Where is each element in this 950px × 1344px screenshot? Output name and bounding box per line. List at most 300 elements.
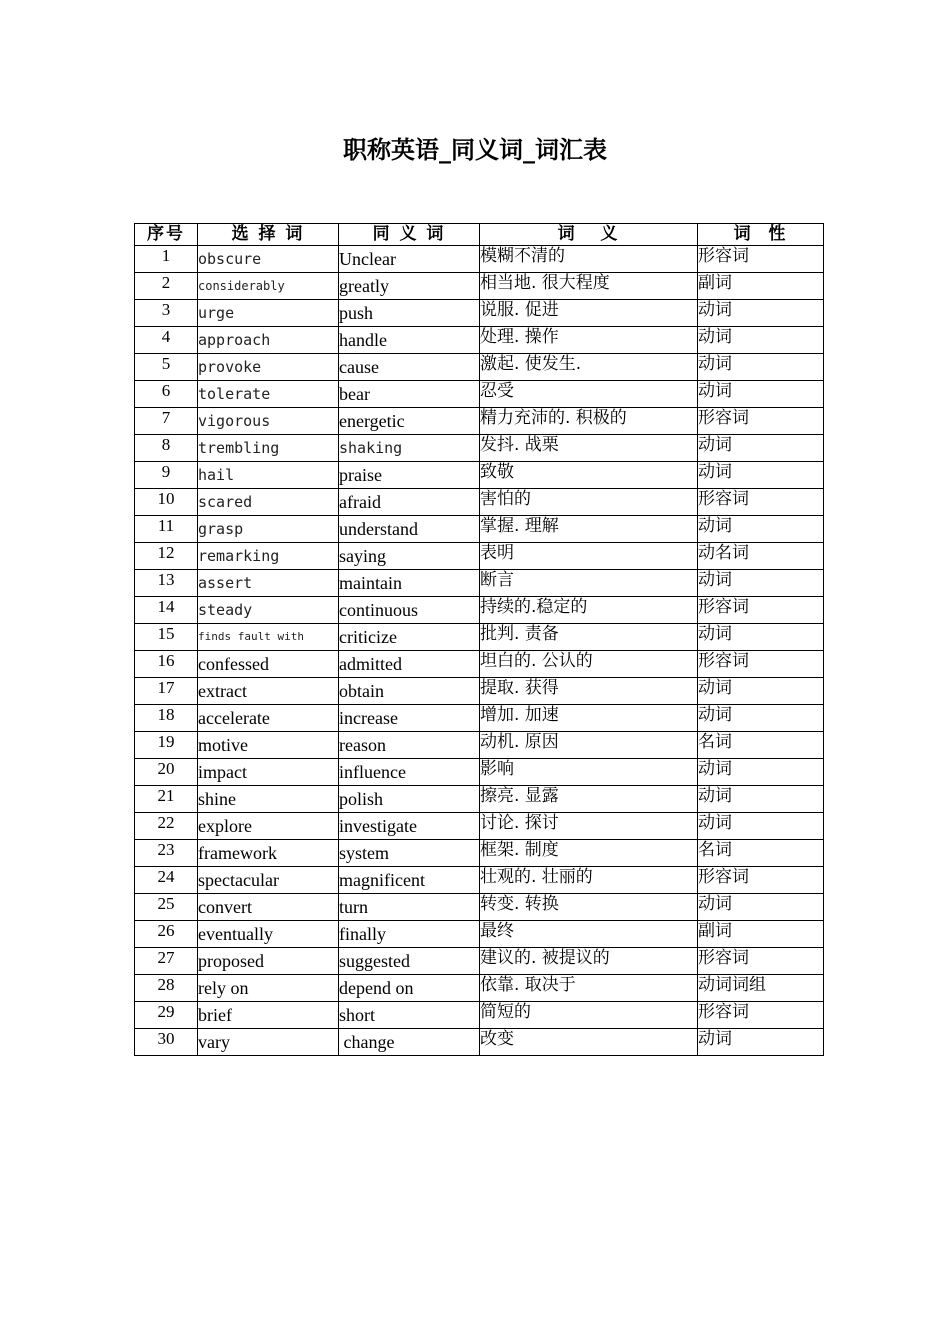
cell-synonym-text: handle [339, 330, 387, 350]
cell-meaning-text: 提取. 获得 [480, 678, 559, 698]
cell-number [135, 597, 198, 624]
cell-synonym [339, 273, 480, 300]
cell-word [198, 246, 339, 273]
cell-word [198, 570, 339, 597]
cell-part-of-speech [698, 813, 824, 840]
cell-meaning-text: 激起. 使发生. [480, 354, 582, 374]
cell-word [198, 732, 339, 759]
table-row [135, 867, 824, 894]
cell-synonym-text: short [339, 1005, 375, 1025]
cell-part-of-speech-text: 动词 [698, 570, 732, 590]
cell-part-of-speech [698, 705, 824, 732]
cell-number [135, 543, 198, 570]
cell-meaning [480, 786, 698, 813]
cell-meaning [480, 462, 698, 489]
table-row [135, 516, 824, 543]
cell-number-text: 30 [157, 1029, 175, 1048]
cell-meaning-text: 动机. 原因 [480, 732, 559, 752]
cell-meaning-text: 掌握. 理解 [480, 516, 559, 536]
cell-word-text: proposed [198, 951, 264, 971]
cell-part-of-speech-text: 动词 [698, 300, 732, 320]
cell-part-of-speech-text: 形容词 [698, 867, 749, 887]
cell-meaning [480, 435, 698, 462]
table-row [135, 327, 824, 354]
table-row [135, 732, 824, 759]
cell-part-of-speech [698, 894, 824, 921]
cell-number-text: 3 [161, 300, 171, 319]
cell-part-of-speech [698, 597, 824, 624]
cell-meaning-text: 擦亮. 显露 [480, 786, 559, 806]
cell-synonym [339, 435, 480, 462]
cell-meaning-text: 忍受 [480, 381, 514, 401]
cell-word [198, 975, 339, 1002]
cell-meaning [480, 759, 698, 786]
cell-word-text: finds fault with [198, 630, 304, 643]
cell-word-text: steady [198, 601, 253, 619]
cell-part-of-speech [698, 489, 824, 516]
cell-word-text: convert [198, 897, 252, 917]
cell-number [135, 786, 198, 813]
cell-word [198, 867, 339, 894]
cell-number [135, 327, 198, 354]
cell-synonym-text: praise [339, 465, 382, 485]
cell-synonym-text: cause [339, 357, 379, 377]
cell-word [198, 300, 339, 327]
cell-synonym [339, 732, 480, 759]
cell-synonym-text: admitted [339, 654, 402, 674]
cell-synonym [339, 894, 480, 921]
cell-number [135, 678, 198, 705]
cell-synonym-text: change [339, 1032, 395, 1052]
cell-number [135, 867, 198, 894]
cell-word [198, 1029, 339, 1056]
cell-synonym [339, 678, 480, 705]
cell-synonym [339, 462, 480, 489]
cell-word [198, 840, 339, 867]
cell-meaning-text: 模糊不清的 [480, 246, 565, 266]
cell-word-text: trembling [198, 439, 280, 457]
cell-synonym [339, 867, 480, 894]
cell-number [135, 408, 198, 435]
cell-synonym-text: influence [339, 762, 406, 782]
table-row [135, 273, 824, 300]
cell-synonym [339, 813, 480, 840]
cell-word [198, 678, 339, 705]
cell-part-of-speech-text: 名词 [698, 732, 732, 752]
cell-part-of-speech-text: 副词 [698, 273, 732, 293]
cell-word-text: vary [198, 1032, 230, 1052]
cell-synonym-text: system [339, 843, 390, 863]
cell-meaning-text: 精力充沛的. 积极的 [480, 408, 627, 428]
cell-meaning-text: 壮观的. 壮丽的 [480, 867, 593, 887]
table-row [135, 381, 824, 408]
cell-meaning [480, 651, 698, 678]
cell-part-of-speech [698, 570, 824, 597]
cell-part-of-speech-text: 形容词 [698, 1002, 749, 1022]
cell-number [135, 1029, 198, 1056]
cell-number-text: 27 [157, 948, 175, 967]
cell-part-of-speech-text: 动词词组 [698, 975, 766, 995]
cell-word [198, 543, 339, 570]
cell-part-of-speech-text: 动词 [698, 678, 732, 698]
cell-meaning [480, 705, 698, 732]
cell-number-text: 29 [157, 1002, 175, 1021]
cell-meaning-text: 建议的. 被提议的 [480, 948, 610, 968]
cell-synonym-text: depend on [339, 978, 414, 998]
cell-word [198, 813, 339, 840]
cell-number [135, 732, 198, 759]
cell-meaning [480, 570, 698, 597]
cell-synonym-text: reason [339, 735, 386, 755]
cell-number [135, 651, 198, 678]
cell-word-text: confessed [198, 654, 269, 674]
cell-synonym [339, 489, 480, 516]
cell-meaning-text: 处理. 操作 [480, 327, 559, 347]
cell-part-of-speech [698, 327, 824, 354]
table-row [135, 543, 824, 570]
cell-number [135, 813, 198, 840]
table-row [135, 894, 824, 921]
cell-synonym-text: continuous [339, 600, 418, 620]
cell-number [135, 1002, 198, 1029]
cell-number-text: 20 [157, 759, 175, 778]
cell-word-text: approach [198, 331, 271, 349]
cell-number-text: 11 [157, 516, 175, 535]
cell-word [198, 354, 339, 381]
cell-synonym-text: energetic [339, 411, 405, 431]
cell-meaning [480, 327, 698, 354]
cell-part-of-speech [698, 840, 824, 867]
cell-part-of-speech-text: 动词 [698, 705, 732, 725]
cell-meaning-text: 致敬 [480, 462, 514, 482]
cell-part-of-speech-text: 动词 [698, 813, 732, 833]
cell-meaning [480, 516, 698, 543]
cell-number [135, 570, 198, 597]
cell-meaning-text: 相当地. 很大程度 [480, 273, 610, 293]
cell-part-of-speech-text: 动词 [698, 327, 732, 347]
cell-meaning-text: 害怕的 [480, 489, 531, 509]
cell-synonym [339, 543, 480, 570]
cell-part-of-speech [698, 1029, 824, 1056]
cell-synonym-text: suggested [339, 951, 410, 971]
cell-meaning [480, 813, 698, 840]
header-part-of-speech: 词 性 [698, 224, 824, 246]
cell-word [198, 759, 339, 786]
header-synonym: 同 义 词 [339, 224, 480, 246]
cell-meaning-text: 影响 [480, 759, 514, 779]
cell-part-of-speech [698, 246, 824, 273]
cell-synonym [339, 246, 480, 273]
table-row [135, 597, 824, 624]
cell-word [198, 273, 339, 300]
cell-synonym [339, 921, 480, 948]
cell-meaning [480, 408, 698, 435]
cell-synonym-text: shaking [339, 439, 403, 457]
cell-word [198, 1002, 339, 1029]
cell-synonym [339, 786, 480, 813]
cell-synonym [339, 327, 480, 354]
cell-word-text: scared [198, 493, 253, 511]
table-row [135, 921, 824, 948]
cell-word-text: accelerate [198, 708, 270, 728]
cell-meaning [480, 246, 698, 273]
cell-number [135, 759, 198, 786]
cell-part-of-speech-text: 名词 [698, 840, 732, 860]
table-header-row [135, 224, 824, 246]
cell-synonym-text: investigate [339, 816, 417, 836]
cell-word [198, 786, 339, 813]
cell-synonym [339, 759, 480, 786]
cell-synonym [339, 1002, 480, 1029]
cell-word-text: grasp [198, 520, 244, 538]
cell-part-of-speech [698, 759, 824, 786]
cell-meaning-text: 坦白的. 公认的 [480, 651, 593, 671]
cell-number [135, 300, 198, 327]
cell-part-of-speech [698, 543, 824, 570]
cell-synonym-text: saying [339, 546, 386, 566]
table-row [135, 300, 824, 327]
cell-synonym-text: obtain [339, 681, 384, 701]
cell-part-of-speech-text: 动名词 [698, 543, 749, 563]
cell-number-text: 14 [157, 597, 175, 616]
cell-meaning-text: 增加. 加速 [480, 705, 559, 725]
cell-synonym-text: greatly [339, 276, 389, 296]
cell-meaning [480, 354, 698, 381]
cell-meaning-text: 批判. 责备 [480, 624, 559, 644]
page-title: 职称英语_同义词_词汇表 [343, 136, 607, 164]
cell-number [135, 975, 198, 1002]
table-row [135, 246, 824, 273]
table-row [135, 705, 824, 732]
cell-meaning [480, 840, 698, 867]
cell-part-of-speech-text: 动词 [698, 381, 732, 401]
cell-part-of-speech [698, 786, 824, 813]
cell-part-of-speech [698, 975, 824, 1002]
cell-word-text: assert [198, 574, 253, 592]
cell-number-text: 15 [157, 624, 175, 643]
cell-synonym [339, 948, 480, 975]
cell-word-text: hail [198, 466, 235, 484]
cell-meaning-text: 依靠. 取决于 [480, 975, 576, 995]
cell-meaning [480, 921, 698, 948]
cell-part-of-speech-text: 动词 [698, 624, 732, 644]
cell-word-text: motive [198, 735, 248, 755]
cell-number-text: 25 [157, 894, 175, 913]
cell-word [198, 327, 339, 354]
cell-number-text: 6 [161, 381, 171, 400]
cell-word [198, 651, 339, 678]
cell-synonym [339, 975, 480, 1002]
cell-number-text: 19 [157, 732, 175, 751]
cell-number-text: 24 [157, 867, 175, 886]
cell-meaning [480, 867, 698, 894]
cell-meaning [480, 273, 698, 300]
table-row [135, 624, 824, 651]
cell-number [135, 246, 198, 273]
cell-synonym-text: increase [339, 708, 398, 728]
cell-word-text: considerably [198, 279, 285, 293]
cell-synonym [339, 381, 480, 408]
cell-synonym [339, 300, 480, 327]
cell-part-of-speech-text: 形容词 [698, 489, 749, 509]
cell-meaning-text: 框架. 制度 [480, 840, 559, 860]
cell-word [198, 516, 339, 543]
cell-synonym [339, 516, 480, 543]
cell-meaning [480, 894, 698, 921]
cell-part-of-speech-text: 动词 [698, 354, 732, 374]
cell-part-of-speech [698, 624, 824, 651]
cell-word [198, 597, 339, 624]
cell-synonym [339, 597, 480, 624]
cell-number-text: 4 [161, 327, 171, 346]
cell-number [135, 894, 198, 921]
cell-part-of-speech-text: 动词 [698, 894, 732, 914]
cell-meaning-text: 发抖. 战栗 [480, 435, 559, 455]
cell-number [135, 921, 198, 948]
cell-word [198, 381, 339, 408]
cell-part-of-speech [698, 435, 824, 462]
cell-number-text: 28 [157, 975, 175, 994]
cell-synonym-text: bear [339, 384, 370, 404]
table-row [135, 678, 824, 705]
cell-synonym [339, 570, 480, 597]
header-number: 序号 [135, 224, 198, 246]
cell-number-text: 17 [157, 678, 175, 697]
table-row [135, 813, 824, 840]
table-row [135, 489, 824, 516]
cell-word [198, 435, 339, 462]
cell-number [135, 354, 198, 381]
cell-meaning [480, 678, 698, 705]
cell-number-text: 16 [157, 651, 175, 670]
cell-synonym-text: magnificent [339, 870, 425, 890]
cell-word-text: extract [198, 681, 247, 701]
cell-meaning-text: 断言 [480, 570, 514, 590]
cell-word-text: urge [198, 304, 235, 322]
cell-synonym [339, 354, 480, 381]
cell-word [198, 489, 339, 516]
cell-meaning [480, 597, 698, 624]
cell-meaning-text: 讨论. 探讨 [480, 813, 559, 833]
cell-number-text: 7 [161, 408, 171, 427]
cell-part-of-speech-text: 动词 [698, 516, 732, 536]
cell-number-text: 9 [161, 462, 171, 481]
cell-part-of-speech [698, 1002, 824, 1029]
cell-part-of-speech-text: 形容词 [698, 948, 749, 968]
cell-part-of-speech-text: 动词 [698, 1029, 732, 1049]
cell-word-text: spectacular [198, 870, 279, 890]
cell-word [198, 624, 339, 651]
table-row [135, 462, 824, 489]
cell-number-text: 1 [161, 246, 171, 265]
cell-number [135, 948, 198, 975]
cell-part-of-speech [698, 408, 824, 435]
cell-part-of-speech [698, 354, 824, 381]
cell-meaning-text: 持续的.稳定的 [480, 597, 588, 617]
cell-number [135, 705, 198, 732]
cell-synonym-text: turn [339, 897, 368, 917]
cell-word-text: obscure [198, 250, 262, 268]
cell-synonym [339, 651, 480, 678]
table-row [135, 759, 824, 786]
cell-word [198, 921, 339, 948]
cell-part-of-speech-text: 动词 [698, 759, 732, 779]
cell-part-of-speech [698, 300, 824, 327]
cell-synonym-text: finally [339, 924, 386, 944]
cell-meaning-text: 最终 [480, 921, 514, 941]
cell-part-of-speech-text: 动词 [698, 786, 732, 806]
cell-word [198, 705, 339, 732]
cell-number [135, 840, 198, 867]
cell-part-of-speech [698, 921, 824, 948]
cell-word-text: brief [198, 1005, 232, 1025]
cell-word-text: vigorous [198, 412, 271, 430]
cell-meaning [480, 624, 698, 651]
cell-number [135, 624, 198, 651]
cell-part-of-speech-text: 形容词 [698, 408, 749, 428]
cell-word-text: explore [198, 816, 252, 836]
cell-meaning [480, 381, 698, 408]
cell-word [198, 462, 339, 489]
cell-synonym [339, 624, 480, 651]
cell-meaning [480, 300, 698, 327]
cell-number [135, 516, 198, 543]
cell-synonym-text: criticize [339, 627, 397, 647]
table-row [135, 570, 824, 597]
cell-meaning-text: 说服. 促进 [480, 300, 559, 320]
cell-meaning [480, 489, 698, 516]
cell-meaning-text: 改变 [480, 1029, 514, 1049]
cell-part-of-speech [698, 462, 824, 489]
header-meaning: 词 义 [480, 224, 698, 246]
cell-meaning-text: 转变. 转换 [480, 894, 559, 914]
table-row [135, 1029, 824, 1056]
cell-number-text: 23 [157, 840, 175, 859]
cell-part-of-speech-text: 形容词 [698, 597, 749, 617]
cell-meaning [480, 543, 698, 570]
cell-number-text: 26 [157, 921, 175, 940]
vocabulary-table [134, 223, 824, 1056]
cell-word-text: remarking [198, 547, 280, 565]
table-row [135, 786, 824, 813]
cell-meaning-text: 表明 [480, 543, 514, 563]
table-row [135, 408, 824, 435]
cell-meaning-text: 简短的 [480, 1002, 531, 1022]
cell-number [135, 435, 198, 462]
table-row [135, 840, 824, 867]
cell-number-text: 12 [157, 543, 175, 562]
cell-word [198, 408, 339, 435]
cell-word-text: rely on [198, 978, 249, 998]
cell-meaning [480, 1029, 698, 1056]
cell-part-of-speech-text: 形容词 [698, 246, 749, 266]
cell-number [135, 273, 198, 300]
table-row [135, 435, 824, 462]
cell-number-text: 5 [161, 354, 171, 373]
cell-word-text: tolerate [198, 385, 271, 403]
cell-part-of-speech-text: 动词 [698, 462, 732, 482]
cell-synonym [339, 1029, 480, 1056]
cell-synonym [339, 408, 480, 435]
cell-part-of-speech [698, 867, 824, 894]
cell-synonym-text: understand [339, 519, 418, 539]
cell-part-of-speech [698, 678, 824, 705]
cell-part-of-speech-text: 副词 [698, 921, 732, 941]
cell-number-text: 18 [157, 705, 175, 724]
cell-number [135, 489, 198, 516]
cell-number-text: 10 [157, 489, 175, 508]
table-row [135, 651, 824, 678]
